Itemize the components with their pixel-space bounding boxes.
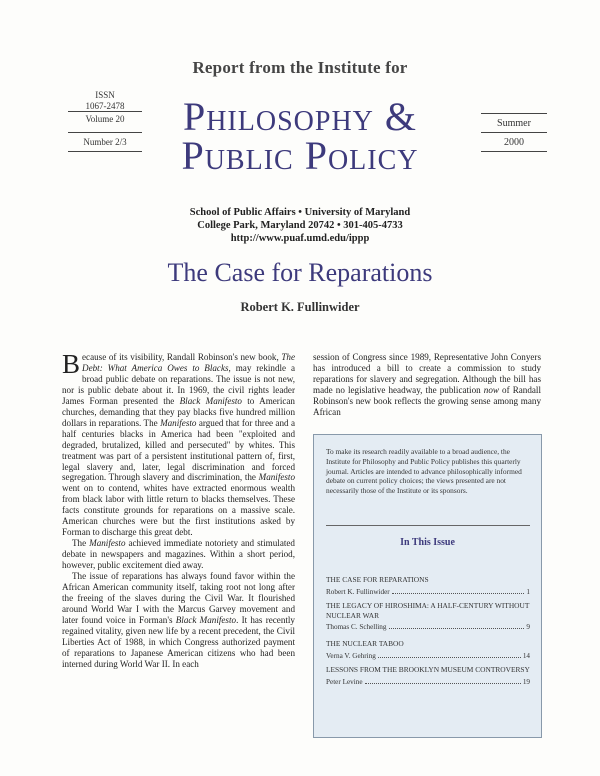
- toc-author: Thomas C. Schelling: [326, 623, 387, 631]
- year-label: 2000: [504, 137, 524, 148]
- toc-leader: [378, 651, 521, 658]
- masthead-title-line1: Philosophy &: [182, 94, 418, 139]
- toc-entry[interactable]: [326, 575, 530, 597]
- paragraph: The issue of reparations has always found favor within the African American community itself, taking root not long after the freeing of the slaves during the Civil War. It flourished around World War I with the Marcus Garvey movement and later found voice in Forman's Black Manifesto. It has recently regained vitality, given new life by a recent precedent, the Civil Liberties Act of 1988, in which Congress authorized payment of reparations to Japanese American citizens who had been interned during World War II. In each: [62, 571, 295, 669]
- paragraph: Because of its visibility, Randall Robinson's new book, The Debt: What America Owes to Blacks, may rekindle a broad public debate on reparations. The issue is not new, nor is public debate about it. In 1969, the civil rights leader James Forman presented the Black Manifesto to American churches, demanding that they pay blacks five hundred million dollars in reparations. The Manifesto argued that for three and a half centuries blacks in America had been "exploited and degraded, brutalized, killed and persecuted" by whites. This treatment was part of a persistent institutional pattern of, first, legal slavery and, later, legal discrimination and forced segregation. Through slavery and discrimination, the Manifesto went on to contend, whites have extracted enormous wealth from black labor with little return to blacks themselves. These facts constitute grounds for reparations on a massive scale. American churches were but the first institutions asked by Forman to discharge this great debt.: [62, 349, 295, 538]
- toc-title: THE LEGACY OF HIROSHIMA: A HALF-CENTURY WITHOUT NUCLEAR WAR: [326, 601, 530, 620]
- number-label: Number 2/3: [83, 137, 127, 147]
- drop-cap: B: [62, 349, 81, 379]
- masthead-title-line2: Public Policy: [181, 133, 419, 178]
- article-column-left: [62, 349, 295, 670]
- volume-label: Volume 20: [85, 114, 125, 124]
- toc-page: 14: [522, 651, 530, 660]
- toc-entry[interactable]: [326, 639, 530, 661]
- toc-leader: [389, 622, 525, 629]
- sidebar-heading: In This Issue: [400, 537, 455, 548]
- website-url[interactable]: http://www.puaf.umd.edu/ippp: [230, 233, 370, 244]
- address-block: [0, 206, 600, 245]
- report-heading: Report from the Institute for: [192, 58, 408, 77]
- toc-author: Robert K. Fullinwider: [326, 587, 390, 596]
- article-title: The Case for Reparations: [167, 258, 433, 287]
- sidebar-divider: [326, 525, 530, 526]
- toc-entry[interactable]: [326, 665, 530, 687]
- toc-page: 19: [522, 677, 530, 686]
- toc-title: THE CASE FOR REPARATIONS: [326, 575, 429, 584]
- issn-label: ISSN: [95, 90, 115, 100]
- in-this-issue-sidebar: [313, 434, 542, 738]
- sidebar-intro: To make its research readily available to a broad audience, the Institute for Philosophy and Public Policy publishes this quarterly journal. Articles are intended to advance philosophically informed debate on current policy choices; the views presented are not necessarily those of the Institute or its sponsors.: [326, 447, 522, 496]
- paragraph: session of Congress since 1989, Representative John Conyers has introduced a bill to create a commission to study reparations for slavery and segregation. Although the bill has made no legislative headway, the publication now of Randall Robinson's new book reflects the growing sense among many African: [313, 352, 541, 417]
- article-author: Robert K. Fullinwider: [240, 300, 360, 314]
- toc-title: LESSONS FROM THE BROOKLYN MUSEUM CONTROVERSY: [326, 665, 530, 674]
- paragraph: The Manifesto achieved immediate notoriety and stimulated debate in newspapers and magazines. Within a short period, however, public excitement died away.: [62, 538, 295, 571]
- toc-page: 9: [526, 623, 530, 631]
- toc-leader: [392, 587, 525, 594]
- toc-entry[interactable]: [326, 601, 530, 632]
- toc-title: THE NUCLEAR TABOO: [326, 639, 404, 648]
- address-line2: College Park, Maryland 20742 • 301-405-4733: [197, 220, 403, 231]
- toc-author: Peter Levine: [326, 677, 363, 686]
- toc-author: Verna V. Gehring: [326, 651, 376, 660]
- issn-number: 1067-2478: [85, 101, 125, 111]
- season-label: Summer: [497, 118, 531, 129]
- address-line1: School of Public Affairs • University of Maryland: [189, 207, 411, 218]
- toc-page: 1: [526, 587, 530, 596]
- toc-leader: [365, 677, 521, 684]
- article-column-right: [313, 352, 541, 418]
